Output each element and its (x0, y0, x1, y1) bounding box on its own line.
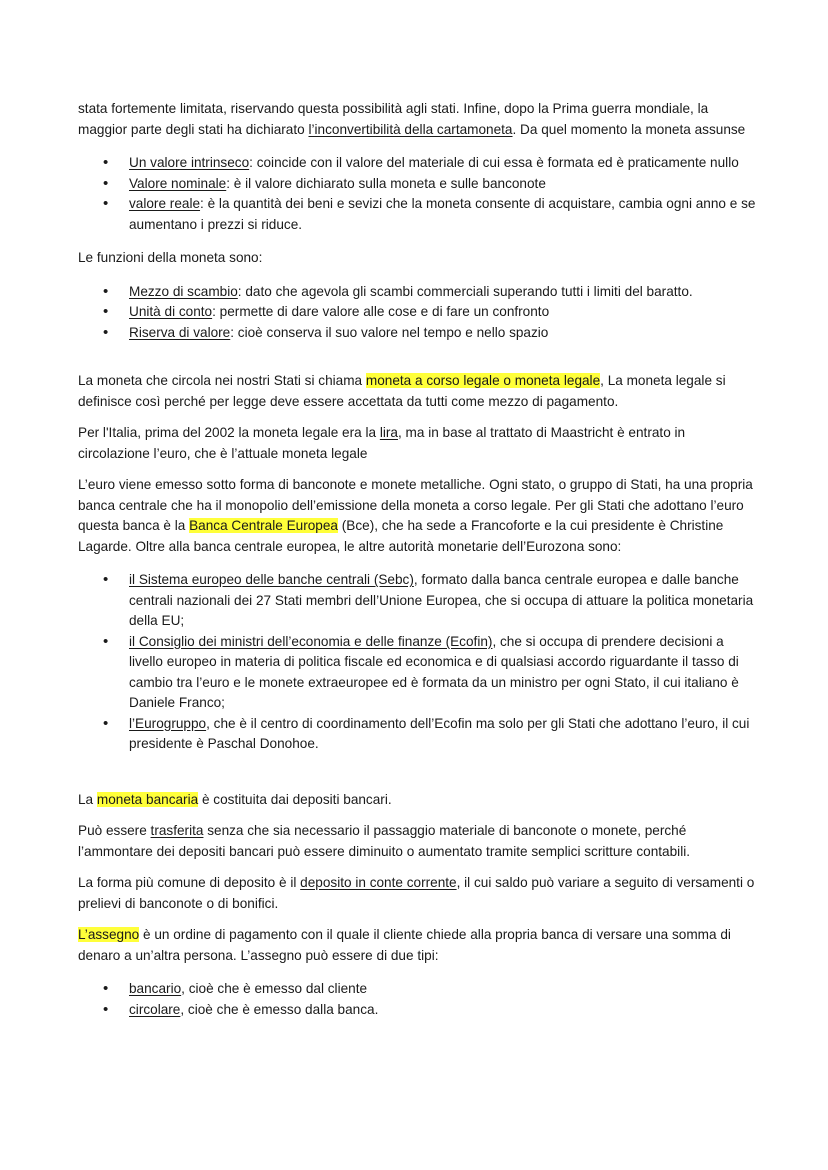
intro-paragraph (78, 99, 758, 140)
bullet-icon: • (103, 980, 109, 997)
italy-paragraph: Per l'Italia, prima del 2002 la moneta legale era la lira, ma in base al trattato di Maastricht è entrato in circolazione l’euro, che è l’attuale moneta legale (78, 425, 686, 461)
values-list (78, 153, 758, 235)
lira-term: lira (379, 425, 398, 440)
list-item: • il Consiglio dei ministri dell’economia e delle finanze (Ecofin), che si occupa di prendere decisioni a livello europeo in materia di politica fiscale ed economica e di qualsiasi accordo riguardante il tasso di cambio tra l’euro e le monete extraeuropee ed è formata da un ministro per ogni Stato, il cui italiano è Daniele Franco; (103, 632, 739, 710)
transfer-paragraph: Può essere trasferita senza che sia necessario il passaggio materiale di banconote o monete, perché l’ammontare dei depositi bancari può essere diminuito o aumentato tramite semplici scritture contabili. (78, 823, 691, 859)
bullet-icon: • (103, 282, 109, 300)
list-item: • circolare, cioè che è emesso dalla banca. (78, 1000, 758, 1021)
list-item: • valore reale: è la quantità dei beni e sevizi che la moneta consente di acquistare, cambia ogni anno e se aumentano i prezzi si riduce. (103, 195, 756, 232)
intro-text-end: . Da quel momento la moneta assunse (512, 121, 746, 137)
list-item: • il Sistema europeo delle banche centrali (Sebc), formato dalla banca centrale europea e dalle banche centrali nazionali dei 27 Stati membri dell’Unione Europea, che si occupa di attuare la politica monetaria della EU; (103, 571, 754, 628)
list-item: • Valore nominale: è il valore dichiarato sulla moneta e sulle banconote (78, 174, 758, 195)
legal-money-paragraph: La moneta che circola nei nostri Stati si chiama moneta a corso legale o moneta legale, La moneta legale si definisce così perché per legge deve essere accettata da tutti come mezzo di pagamento. (78, 373, 726, 409)
list-item: • Mezzo di scambio: dato che agevola gli scambi commerciali superando tutti i limiti del baratto. (78, 282, 758, 303)
list-item: • Unità di conto: permette di dare valore alle cose e di fare un confronto (78, 302, 758, 323)
bank-money-paragraph: La moneta bancaria è costituita dai depositi bancari. (78, 791, 392, 807)
transfer-term: trasferita (150, 823, 204, 838)
legal-money-highlight: moneta a corso legale o moneta legale (365, 373, 601, 388)
bce-highlight: Banca Centrale Europea (189, 518, 338, 533)
functions-list (78, 282, 758, 344)
bullet-icon: • (103, 323, 109, 341)
list-item: • l’Eurogruppo, che è il centro di coordinamento dell’Ecofin ma solo per gli Stati che adottano l’euro, il cui presidente è Paschal Donohoe. (103, 714, 750, 751)
list-item: • bancario, cioè che è emesso dal cliente (78, 979, 758, 1000)
cheque-list (78, 979, 758, 1020)
deposit-term: deposito in conte corrente (300, 875, 457, 890)
bullet-icon: • (103, 1000, 109, 1018)
bullet-icon: • (103, 632, 109, 650)
cheque-highlight: L’assegno (78, 927, 140, 942)
deposit-paragraph: La forma più comune di deposito è il deposito in conte corrente, il cui saldo può variare a seguito di versamenti o prelievi di banconote o di bonifici. (78, 875, 755, 911)
bullet-icon: • (103, 714, 109, 732)
cheque-paragraph: L’assegno è un ordine di pagamento con il quale il cliente chiede alla propria banca di versare una somma di denaro a un’altra persona. L’assegno può essere di due tipi: (78, 927, 731, 963)
list-item: • Riserva di valore: cioè conserva il suo valore nel tempo e nello spazio (78, 323, 758, 344)
bullet-icon: • (103, 154, 109, 171)
list-item: • Un valore intrinseco: coincide con il valore del materiale di cui essa è formata ed è praticamente nullo (78, 153, 758, 174)
functions-intro: Le funzioni della moneta sono: (78, 250, 263, 265)
intro-text: stata fortemente limitata, riservando questa possibilità agli stati. Infine, dopo la Prima guerra mondiale, la maggior parte degli stati ha dichiarato (78, 101, 709, 137)
authorities-list (78, 570, 758, 755)
bullet-icon: • (103, 303, 109, 320)
bank-money-highlight: moneta bancaria (96, 791, 199, 807)
bullet-icon: • (103, 195, 109, 212)
bullet-icon: • (103, 174, 109, 192)
bullet-icon: • (103, 571, 109, 588)
inconvertibility-term: l’inconvertibilità della cartamoneta (308, 121, 513, 137)
euro-paragraph: L’euro viene emesso sotto forma di banconote e monete metalliche. Ogni stato, o gruppo di Stati, ha una propria banca centrale che ha il monopolio dell’emissione della moneta a corso legale. Per gli Stati che adottano l’euro questa banca è la Banca Centrale Europea (Bce), che ha sede a Francoforte e la cui presidente è Christine Lagarde. Oltre alla banca centrale europea, le altre autorità monetarie dell’Eurozona sono: (78, 477, 753, 554)
